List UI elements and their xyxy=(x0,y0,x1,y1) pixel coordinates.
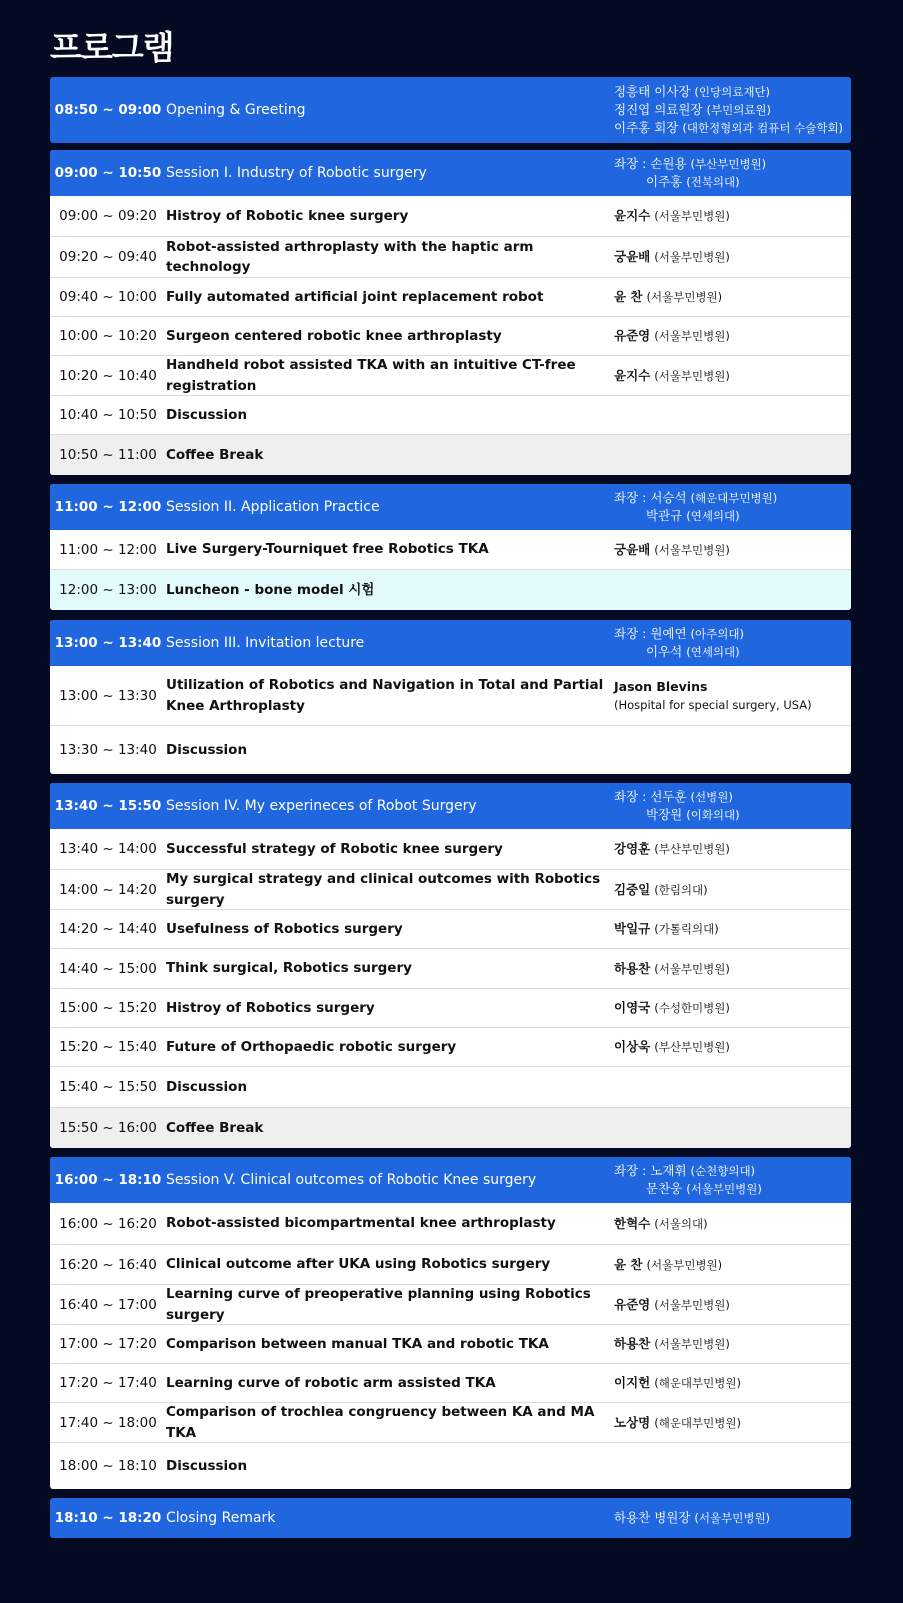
session-title: Session I. Industry of Robotic surgery xyxy=(166,164,427,181)
speaker-line xyxy=(614,788,851,806)
affiliation-text: (해운대부민병원) xyxy=(654,1376,741,1390)
affiliation-text: (서울부민병원) xyxy=(654,250,730,264)
talk-time: 16:00 ~ 16:20 xyxy=(59,1215,157,1232)
table-row xyxy=(50,870,851,910)
talk-time: 17:40 ~ 18:00 xyxy=(59,1414,157,1431)
talk-title: Handheld robot assisted TKA with an intuitive CT-free registration xyxy=(166,357,576,394)
closing-row xyxy=(50,1498,851,1538)
table-row xyxy=(50,356,851,396)
name-text: 서승석 xyxy=(650,490,687,505)
session-time: 09:00 ~ 10:50 xyxy=(54,165,162,181)
talk-title: Surgeon centered robotic knee arthroplasty xyxy=(166,327,502,344)
session-header xyxy=(50,783,851,829)
talk-speaker xyxy=(614,920,851,938)
name-text: Jason Blevins xyxy=(614,678,708,694)
session-3-block xyxy=(50,620,851,774)
talk-speaker xyxy=(614,840,851,858)
affiliation-text: (서울부민병원) xyxy=(686,1182,762,1196)
talk-title: Comparison of trochlea congruency between KA and MA TKA xyxy=(166,1404,595,1441)
talk-title: Discussion xyxy=(166,741,248,758)
talk-time: 14:40 ~ 15:00 xyxy=(59,960,157,977)
affiliation-text: (부산부민병원) xyxy=(690,157,767,171)
talk-speaker xyxy=(614,1296,851,1314)
discussion-row xyxy=(50,396,851,435)
affiliation-text: (해운대부민병원) xyxy=(690,491,778,505)
affiliation-text: (대한정형외과 컴퓨터 수술학회) xyxy=(682,121,844,135)
talk-time: 10:00 ~ 10:20 xyxy=(59,328,157,344)
affiliation-text: (수성한미병원) xyxy=(654,1001,730,1015)
affiliation-text: (서울부민병원) xyxy=(646,290,723,304)
session-chairs xyxy=(614,788,851,824)
talk-speaker xyxy=(614,678,851,714)
talk-title: Utilization of Robotics and Navigation in Total and Partial Knee Arthroplasty xyxy=(166,677,604,714)
talk-title: Coffee Break xyxy=(166,1119,264,1136)
affiliation-text: (부민의료원) xyxy=(706,103,772,117)
affiliation-text: (서울부민병원) xyxy=(654,368,730,383)
name-text: 문찬웅 xyxy=(646,1181,683,1196)
table-row xyxy=(50,278,851,317)
name-text: 하용찬 xyxy=(614,1336,651,1351)
session-chairs xyxy=(614,155,851,191)
table-row xyxy=(50,1364,851,1403)
session-title: Session IV. My experineces of Robot Surgery xyxy=(166,797,477,814)
greeting-speakers xyxy=(614,83,851,137)
talk-speaker xyxy=(614,1215,851,1233)
affiliation-text: (Hospital for special surgery, USA) xyxy=(614,697,812,712)
session-time: 08:50 ~ 09:00 xyxy=(54,102,162,118)
session-time: 13:40 ~ 15:50 xyxy=(54,798,162,814)
opening-row xyxy=(50,77,851,143)
name-text: 좌장 : xyxy=(614,1163,651,1178)
talk-time: 14:20 ~ 14:40 xyxy=(59,921,157,937)
name-text: 손원용 xyxy=(650,156,687,171)
affiliation-text: (서울부민병원) xyxy=(654,329,730,343)
affiliation-text: (순천향의대) xyxy=(690,1164,756,1178)
name-text: 좌장 : xyxy=(614,626,651,641)
speaker-line xyxy=(614,83,851,101)
session-chairs xyxy=(614,489,851,525)
affiliation-text: (가톨릭의대) xyxy=(654,922,719,936)
session-1-block xyxy=(50,150,851,475)
session-title: Session III. Invitation lecture xyxy=(166,634,365,651)
session-title: Session II. Application Practice xyxy=(166,498,380,515)
talk-time: 15:50 ~ 16:00 xyxy=(59,1120,157,1136)
name-text: 좌장 : xyxy=(614,490,651,505)
talk-speaker xyxy=(614,248,851,266)
table-row xyxy=(50,1245,851,1285)
talk-title: Histroy of Robotics surgery xyxy=(166,999,375,1016)
name-text: 이우석 xyxy=(646,644,683,659)
talk-title: Successful strategy of Robotic knee surgery xyxy=(166,840,503,857)
affiliation-text: (서울부민병원) xyxy=(654,209,730,223)
talk-time: 17:00 ~ 17:20 xyxy=(59,1336,157,1352)
speaker-line xyxy=(614,155,851,173)
talk-speaker xyxy=(614,881,851,899)
name-text: 강영훈 xyxy=(614,841,651,856)
session-header xyxy=(50,620,851,666)
session-time: 13:00 ~ 13:40 xyxy=(54,635,162,651)
coffee-break-row xyxy=(50,435,851,475)
talk-speaker xyxy=(614,1335,851,1353)
talk-time: 14:00 ~ 14:20 xyxy=(59,881,157,898)
table-row xyxy=(50,1403,851,1443)
name-text: 선두훈 xyxy=(650,789,687,804)
name-text: 유준영 xyxy=(614,1296,651,1312)
talk-speaker xyxy=(614,1414,851,1432)
closing-speaker xyxy=(614,1509,851,1527)
affiliation-text: (한림의대) xyxy=(654,882,708,897)
table-row xyxy=(50,196,851,237)
opening-block xyxy=(50,77,851,143)
affiliation-text: (서울부민병원) xyxy=(654,1297,730,1312)
name-text: 하용찬 xyxy=(614,960,651,976)
speaker-line xyxy=(614,507,851,525)
affiliation-text: (서울부민병원) xyxy=(654,542,730,557)
talk-title: Usefulness of Robotics surgery xyxy=(166,920,403,937)
closing-block xyxy=(50,1498,851,1538)
speaker-line xyxy=(614,119,851,137)
name-text: 이상욱 xyxy=(614,1039,651,1054)
talk-speaker xyxy=(614,541,851,559)
name-text: 궁윤배 xyxy=(614,249,651,264)
name-text: 박관규 xyxy=(646,508,683,523)
talk-title: Histroy of Robotic knee surgery xyxy=(166,207,409,224)
affiliation-text: (서울부민병원) xyxy=(694,1511,771,1525)
table-row xyxy=(50,910,851,949)
talk-time: 13:00 ~ 13:30 xyxy=(59,687,157,704)
affiliation-text: (부산부민병원) xyxy=(654,1040,730,1054)
talk-time: 09:40 ~ 10:00 xyxy=(59,289,157,305)
talk-speaker xyxy=(614,1374,851,1392)
session-5-block xyxy=(50,1157,851,1489)
talk-title: Robot-assisted arthroplasty with the haptic arm technology xyxy=(166,238,534,275)
session-title: Opening & Greeting xyxy=(166,101,306,118)
speaker-line xyxy=(614,101,851,119)
name-text: 윤 찬 xyxy=(614,289,643,304)
table-row xyxy=(50,1325,851,1364)
talk-title: Clinical outcome after UKA using Robotics surgery xyxy=(166,1256,551,1273)
talk-time: 17:20 ~ 17:40 xyxy=(59,1375,157,1391)
name-text: 이지헌 xyxy=(614,1375,651,1390)
name-text: 김중일 xyxy=(614,881,651,897)
table-row xyxy=(50,829,851,870)
talk-time: 10:50 ~ 11:00 xyxy=(59,447,157,463)
session-header xyxy=(50,150,851,196)
table-row xyxy=(50,1203,851,1245)
speaker-line xyxy=(614,806,851,824)
talk-title: Comparison between manual TKA and robotic TKA xyxy=(166,1335,549,1352)
session-4-block xyxy=(50,783,851,1148)
talk-time: 16:40 ~ 17:00 xyxy=(59,1296,157,1313)
session-header xyxy=(50,1157,851,1203)
affiliation-text: (해운대부민병원) xyxy=(654,1415,741,1430)
talk-time: 09:00 ~ 09:20 xyxy=(59,208,157,224)
table-row xyxy=(50,1285,851,1325)
table-row xyxy=(50,237,851,278)
discussion-row xyxy=(50,1067,851,1108)
name-text: 원예연 xyxy=(650,626,687,641)
talk-time: 10:20 ~ 10:40 xyxy=(59,367,157,384)
name-text: 좌장 : xyxy=(614,156,651,171)
table-row xyxy=(50,1028,851,1067)
talk-title: Fully automated artificial joint replacement robot xyxy=(166,288,544,305)
talk-title: Coffee Break xyxy=(166,446,264,463)
affiliation-text: (연세의대) xyxy=(686,509,740,523)
session-chairs xyxy=(614,625,851,661)
session-chairs xyxy=(614,1162,851,1198)
talk-title: My surgical strategy and clinical outcomes with Robotics surgery xyxy=(166,871,601,908)
table-row xyxy=(50,530,851,570)
talk-speaker xyxy=(614,288,851,306)
talk-title: Luncheon - bone model 시험 xyxy=(166,581,375,598)
talk-time: 18:00 ~ 18:10 xyxy=(59,1458,157,1474)
talk-time: 13:30 ~ 13:40 xyxy=(59,742,157,758)
talk-time: 15:00 ~ 15:20 xyxy=(59,1000,157,1016)
session-2-block xyxy=(50,484,851,610)
name-text: 노상명 xyxy=(614,1414,651,1430)
name-text: 하용찬 병원장 xyxy=(614,1510,691,1525)
name-text: 정진엽 의료원장 xyxy=(614,102,703,117)
session-title: Closing Remark xyxy=(166,1509,276,1526)
name-text: 윤 찬 xyxy=(614,1256,643,1272)
talk-time: 15:20 ~ 15:40 xyxy=(59,1039,157,1055)
page-title: 프로그램 xyxy=(50,28,174,67)
talk-speaker xyxy=(614,960,851,978)
name-text: 이영국 xyxy=(614,1000,651,1015)
talk-title: Discussion xyxy=(166,1078,248,1095)
talk-title: Future of Orthopaedic robotic surgery xyxy=(166,1038,457,1055)
talk-speaker xyxy=(614,1038,851,1056)
speaker-line xyxy=(614,643,851,661)
speaker-line xyxy=(614,1180,851,1198)
session-title: Session V. Clinical outcomes of Robotic Knee surgery xyxy=(166,1171,537,1188)
talk-time: 13:40 ~ 14:00 xyxy=(59,841,157,857)
name-text: 이주홍 xyxy=(646,174,683,189)
speaker-line xyxy=(614,489,851,507)
talk-speaker xyxy=(614,327,851,345)
affiliation-text: (선병원) xyxy=(690,790,733,804)
name-text: 박일규 xyxy=(614,921,651,936)
table-row xyxy=(50,317,851,356)
talk-title: Learning curve of robotic arm assisted TKA xyxy=(166,1374,496,1391)
talk-time: 16:20 ~ 16:40 xyxy=(59,1256,157,1273)
name-text: 이주홍 회장 xyxy=(614,120,679,135)
session-time: 18:10 ~ 18:20 xyxy=(54,1510,162,1526)
session-time: 11:00 ~ 12:00 xyxy=(54,499,162,515)
session-time: 16:00 ~ 18:10 xyxy=(54,1172,162,1188)
name-text: 박장원 xyxy=(646,807,683,822)
table-row xyxy=(50,666,851,726)
table-row xyxy=(50,949,851,989)
affiliation-text: (서울부민병원) xyxy=(646,1257,723,1272)
name-text: 정흥태 이사장 xyxy=(614,84,691,99)
affiliation-text: (인당의료재단) xyxy=(694,85,771,99)
affiliation-text: (서울부민병원) xyxy=(654,1337,730,1351)
talk-time: 15:40 ~ 15:50 xyxy=(59,1079,157,1095)
luncheon-row xyxy=(50,570,851,610)
affiliation-text: (부산부민병원) xyxy=(654,842,730,856)
name-text: 한혁수 xyxy=(614,1215,651,1231)
talk-title: Learning curve of preoperative planning using Robotics surgery xyxy=(166,1286,591,1323)
affiliation-text: (전북의대) xyxy=(686,175,740,189)
talk-title: Think surgical, Robotics surgery xyxy=(166,960,412,977)
talk-time: 09:20 ~ 09:40 xyxy=(59,249,157,265)
talk-speaker xyxy=(614,367,851,385)
affiliation-text: (아주의대) xyxy=(690,627,744,641)
coffee-break-row xyxy=(50,1108,851,1148)
speaker-line xyxy=(614,625,851,643)
session-header xyxy=(50,484,851,530)
speaker-line xyxy=(614,173,851,191)
affiliation-text: (이화의대) xyxy=(686,808,740,822)
talk-time: 10:40 ~ 10:50 xyxy=(59,407,157,423)
discussion-row xyxy=(50,726,851,774)
talk-speaker xyxy=(614,999,851,1017)
affiliation-text: (서울의대) xyxy=(654,1216,708,1231)
name-text: 좌장 : xyxy=(614,789,651,804)
talk-title: Discussion xyxy=(166,1457,248,1474)
talk-speaker xyxy=(614,207,851,225)
talk-time: 12:00 ~ 13:00 xyxy=(59,582,157,598)
talk-title: Robot-assisted bicompartmental knee arthroplasty xyxy=(166,1215,556,1232)
name-text: 노재휘 xyxy=(650,1163,687,1178)
speaker-line xyxy=(614,1162,851,1180)
table-row xyxy=(50,989,851,1028)
talk-title: Discussion xyxy=(166,406,248,423)
name-text: 궁윤배 xyxy=(614,541,651,557)
talk-speaker xyxy=(614,1256,851,1274)
talk-time: 11:00 ~ 12:00 xyxy=(59,541,157,558)
talk-title: Live Surgery-Tourniquet free Robotics TKA xyxy=(166,541,489,558)
name-text: 윤지수 xyxy=(614,208,651,223)
affiliation-text: (서울부민병원) xyxy=(654,961,730,976)
discussion-row xyxy=(50,1443,851,1489)
affiliation-text: (연세의대) xyxy=(686,645,740,659)
name-text: 유준영 xyxy=(614,328,651,343)
name-text: 윤지수 xyxy=(614,367,651,383)
